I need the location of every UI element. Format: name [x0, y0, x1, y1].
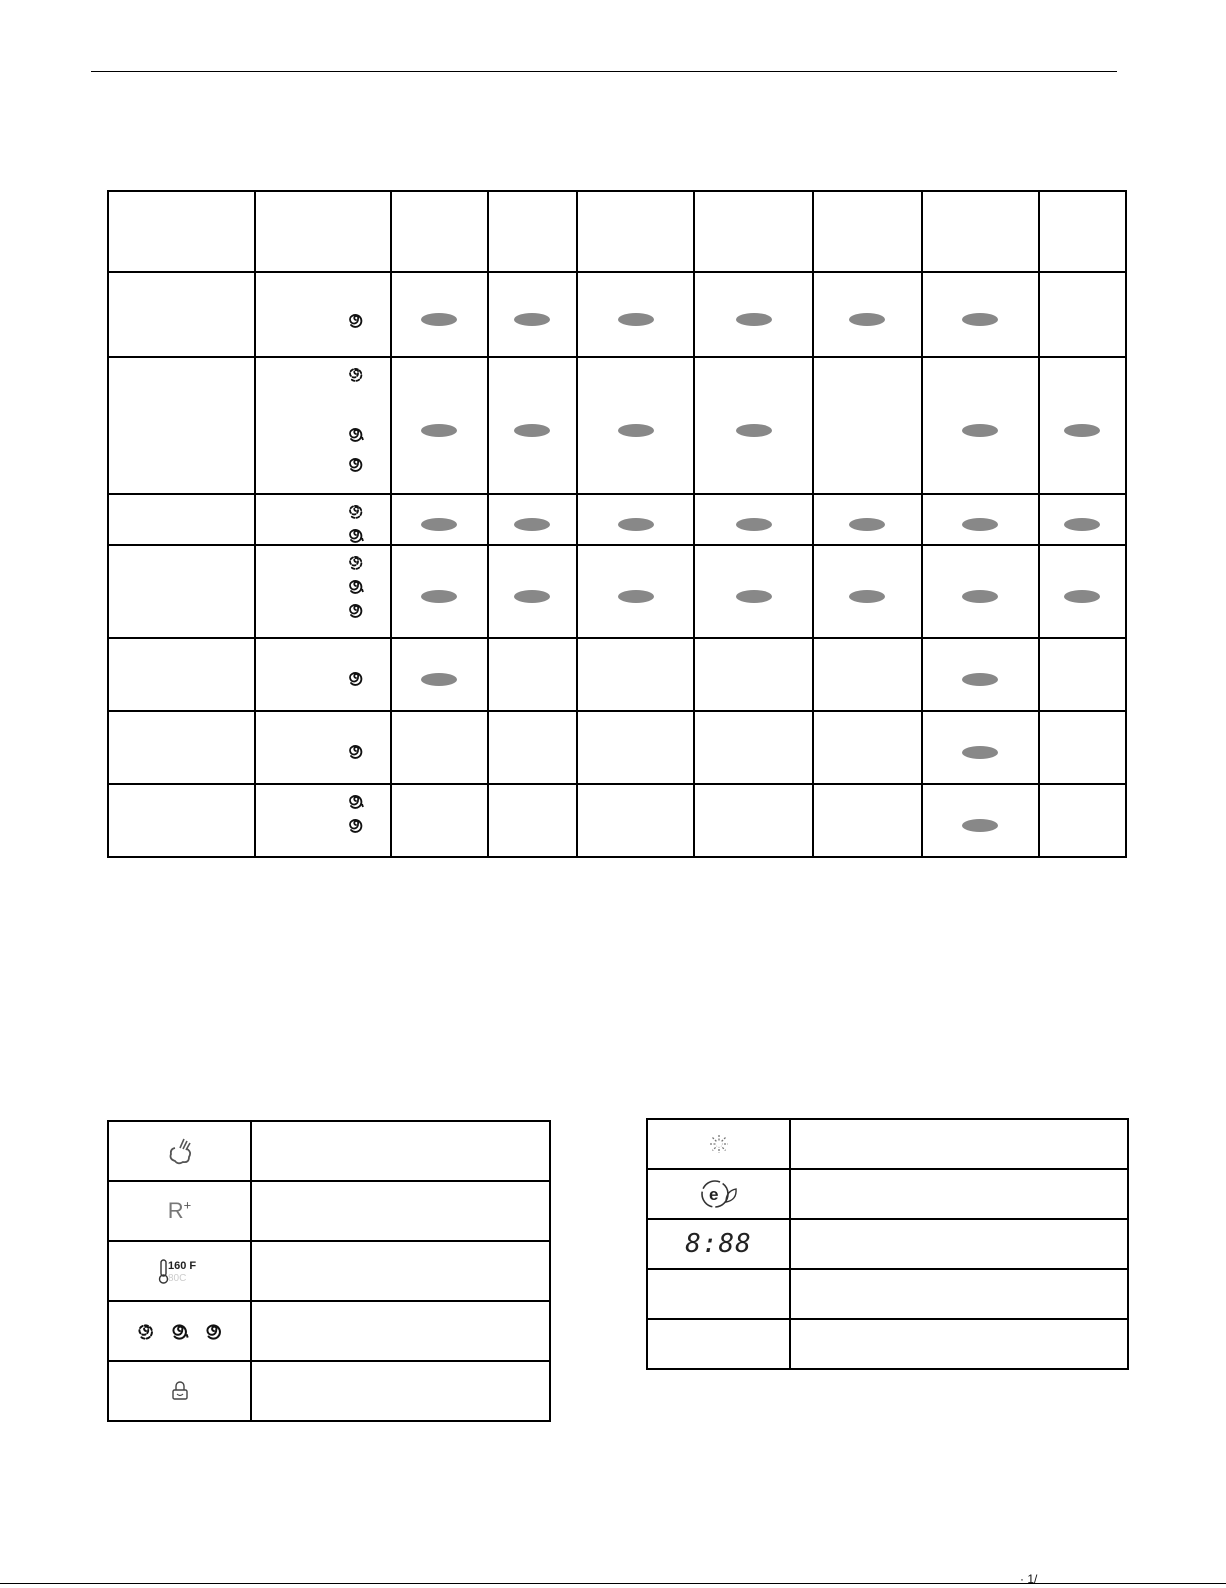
available-indicator: [1064, 424, 1100, 437]
header-opt-6: [922, 191, 1039, 272]
cycle-label: [108, 638, 255, 711]
option-cell: [577, 784, 694, 857]
available-indicator: [849, 313, 885, 326]
option-cell: [488, 711, 577, 784]
option-cell: [694, 711, 813, 784]
legend-text: [790, 1119, 1128, 1169]
table-row: [108, 272, 1126, 357]
dry-dashed-icon: [135, 1320, 157, 1342]
dry-level-cell: [255, 638, 390, 711]
dry-level-cell: [255, 784, 390, 857]
available-indicator: [618, 313, 654, 326]
option-cell: [577, 711, 694, 784]
legend-text: [790, 1269, 1128, 1319]
option-cell: [1039, 494, 1126, 545]
option-cell: [813, 545, 921, 638]
available-indicator: [962, 590, 998, 603]
cycle-label: [108, 272, 255, 357]
available-indicator: [421, 313, 457, 326]
dry-partial-icon: [346, 791, 366, 811]
table-row: [108, 494, 1126, 545]
option-cell: [488, 545, 577, 638]
dry-solid-icon: [346, 741, 366, 761]
legend-table-right: [646, 1118, 1129, 1370]
option-cell: [922, 494, 1039, 545]
option-cell: [922, 545, 1039, 638]
available-indicator: [736, 518, 772, 531]
option-cell: [922, 357, 1039, 494]
dry-solid-icon: [346, 310, 366, 330]
option-cell: [922, 711, 1039, 784]
available-indicator: [421, 424, 457, 437]
legend-text: [790, 1319, 1128, 1369]
option-cell: [391, 638, 488, 711]
option-cell: [391, 357, 488, 494]
option-cell: [1039, 784, 1126, 857]
bottom-rule: [0, 1583, 1226, 1584]
cycle-label: [108, 545, 255, 638]
legend-row: [647, 1169, 1128, 1219]
time-display-icon: 8:88: [647, 1219, 790, 1269]
available-indicator: [514, 313, 550, 326]
dry-partial-icon: [346, 525, 366, 545]
dry-solid-icon: [346, 815, 366, 835]
legend-text: [251, 1361, 550, 1421]
dry-dashed-icon: [346, 364, 366, 384]
temp-c-text: 80C: [167, 1273, 186, 1284]
option-cell: [1039, 711, 1126, 784]
option-cell: [813, 784, 921, 857]
option-cell: [391, 711, 488, 784]
option-cell: [813, 638, 921, 711]
option-cell: [694, 494, 813, 545]
available-indicator: [962, 424, 998, 437]
header-opt-3: [577, 191, 694, 272]
legend-icon-cell-empty: [647, 1319, 790, 1369]
child-lock-icon: [108, 1361, 251, 1421]
option-cell: [813, 357, 921, 494]
available-indicator: [421, 590, 457, 603]
option-cell: [1039, 638, 1126, 711]
dry-solid-icon: [346, 668, 366, 688]
table-header-row: [108, 191, 1126, 272]
table-row: [108, 638, 1126, 711]
dry-level-cell: [255, 711, 390, 784]
available-indicator: [736, 313, 772, 326]
legend-row: [647, 1269, 1128, 1319]
legend-text: [251, 1121, 550, 1181]
option-cell: [488, 784, 577, 857]
dry-partial-icon: [346, 424, 366, 444]
steam-icon: [108, 1121, 251, 1181]
legend-table-left: [107, 1120, 551, 1422]
option-cell: [1039, 545, 1126, 638]
option-cell: [694, 784, 813, 857]
available-indicator: [514, 424, 550, 437]
dry-dashed-icon: [346, 552, 366, 572]
legend-row: [108, 1181, 550, 1241]
header-opt-7: [1039, 191, 1126, 272]
option-cell: [1039, 357, 1126, 494]
available-indicator: [962, 673, 998, 686]
available-indicator: [618, 590, 654, 603]
dry-level-cell: [255, 545, 390, 638]
available-indicator: [962, 819, 998, 832]
available-indicator: [962, 746, 998, 759]
legend-icon-cell-empty: [647, 1269, 790, 1319]
option-cell: [488, 494, 577, 545]
table-row: [108, 784, 1126, 857]
dry-levels-icon: [108, 1301, 251, 1361]
dry-level-cell: [255, 272, 390, 357]
table-row: [108, 545, 1126, 638]
sparkle-icon: [647, 1119, 790, 1169]
option-cell: [694, 357, 813, 494]
temp-f-text: 160 F: [167, 1260, 196, 1272]
available-indicator: [421, 673, 457, 686]
legend-text: [251, 1301, 550, 1361]
available-indicator: [421, 518, 457, 531]
legend-row: [647, 1319, 1128, 1369]
legend-text: [790, 1169, 1128, 1219]
cycle-label: [108, 494, 255, 545]
option-cell: [488, 357, 577, 494]
dry-level-cell: [255, 494, 390, 545]
dry-dashed-icon: [346, 501, 366, 521]
header-opt-5: [813, 191, 921, 272]
dry-partial-icon: [346, 576, 366, 596]
available-indicator: [736, 590, 772, 603]
option-cell: [813, 711, 921, 784]
legend-row: [647, 1219, 1128, 1269]
legend-row: [108, 1301, 550, 1361]
sanitize-temperature-icon: [108, 1241, 251, 1301]
available-indicator: [618, 424, 654, 437]
option-cell: [813, 494, 921, 545]
header-opt-2: [488, 191, 577, 272]
option-cell: [577, 638, 694, 711]
available-indicator: [962, 313, 998, 326]
option-cell: [577, 357, 694, 494]
dry-level-cell: [255, 357, 390, 494]
available-indicator: [514, 518, 550, 531]
table-row: [108, 711, 1126, 784]
eco-icon: [647, 1169, 790, 1219]
legend-row: [647, 1119, 1128, 1169]
header-cycle: [108, 191, 255, 272]
legend-row: [108, 1121, 550, 1181]
option-cell: [577, 545, 694, 638]
option-cell: [813, 272, 921, 357]
option-cell: [922, 784, 1039, 857]
available-indicator: [736, 424, 772, 437]
option-cell: [694, 272, 813, 357]
legend-row: [108, 1241, 550, 1301]
option-cell: [922, 272, 1039, 357]
option-cell: [694, 545, 813, 638]
option-cell: [577, 494, 694, 545]
option-cell: [922, 638, 1039, 711]
option-cell: [391, 784, 488, 857]
dry-solid-icon: [346, 600, 366, 620]
cycle-label: [108, 711, 255, 784]
available-indicator: [618, 518, 654, 531]
available-indicator: [1064, 590, 1100, 603]
option-cell: [391, 545, 488, 638]
option-cell: [391, 272, 488, 357]
dry-solid-icon: [203, 1320, 225, 1342]
header-opt-4: [694, 191, 813, 272]
available-indicator: [849, 518, 885, 531]
header-dry: [255, 191, 390, 272]
eco-e-text: e: [708, 1185, 718, 1204]
legend-text: [251, 1241, 550, 1301]
available-indicator: [962, 518, 998, 531]
header-opt-1: [391, 191, 488, 272]
rinse-plus-icon: R+: [108, 1181, 251, 1241]
cycle-label: [108, 784, 255, 857]
top-rule: [91, 71, 1117, 72]
legend-text: [251, 1181, 550, 1241]
option-cell: [694, 638, 813, 711]
available-indicator: [514, 590, 550, 603]
available-indicator: [1064, 518, 1100, 531]
dry-solid-icon: [346, 454, 366, 474]
table-row: [108, 357, 1126, 494]
option-cell: [577, 272, 694, 357]
cycle-label: [108, 357, 255, 494]
footer-mark: · 1/: [1020, 1572, 1038, 1586]
option-cell: [488, 272, 577, 357]
available-indicator: [849, 590, 885, 603]
legend-text: [790, 1219, 1128, 1269]
dry-partial-icon: [169, 1320, 191, 1342]
option-cell: [1039, 272, 1126, 357]
option-cell: [391, 494, 488, 545]
option-cell: [488, 638, 577, 711]
legend-row: [108, 1361, 550, 1421]
cycle-option-table: [107, 190, 1127, 858]
